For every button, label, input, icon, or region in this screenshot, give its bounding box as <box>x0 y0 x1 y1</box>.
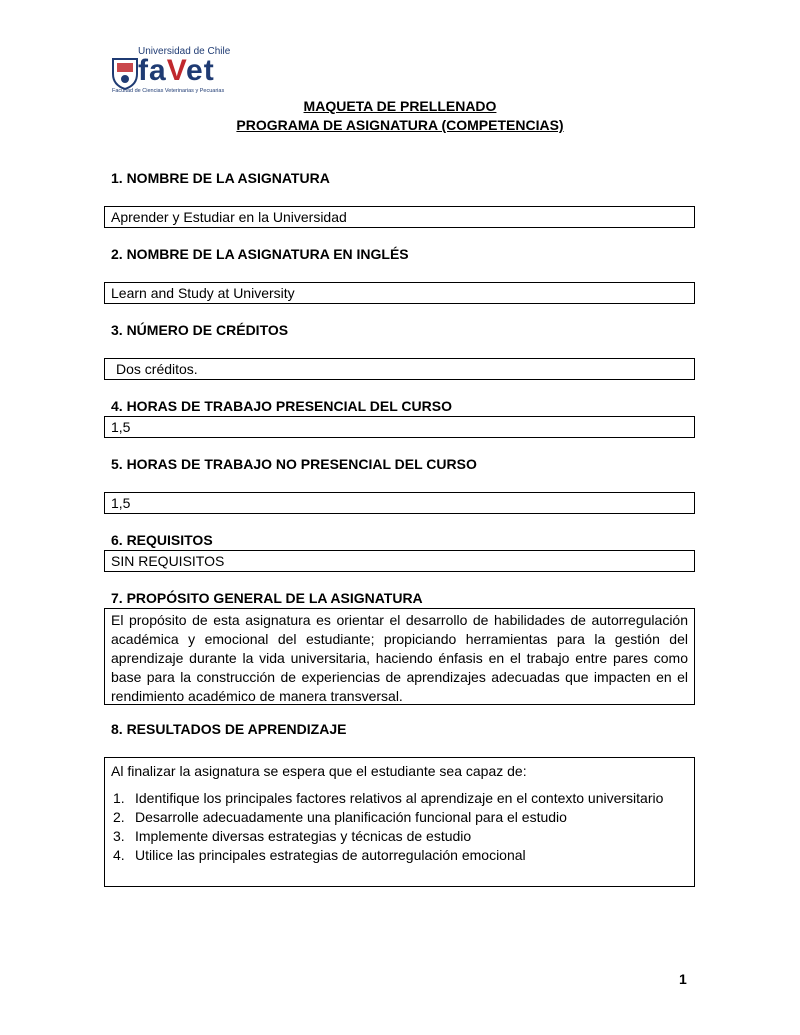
list-item: 4. Utilice las principales estrategias de autorregulación emocional <box>113 847 526 863</box>
learning-outcomes-box <box>104 757 695 887</box>
requirements-field: SIN REQUISITOS <box>104 550 695 572</box>
section-2-heading: 2. NOMBRE DE LA ASIGNATURA EN INGLÉS <box>111 246 409 262</box>
university-crest-icon <box>110 56 140 90</box>
learning-outcomes-intro: Al finalizar la asignatura se espera que el estudiante sea capaz de: <box>111 763 527 779</box>
faculty-name: Facultad de Ciencias Veterinarias y Pecuarias <box>112 88 225 94</box>
course-name-field: Aprender y Estudiar en la Universidad <box>104 206 695 228</box>
list-item: 2. Desarrolle adecuadamente una planificación funcional para el estudio <box>113 809 567 825</box>
credits-field: Dos créditos. <box>104 358 695 380</box>
document-subtitle: PROGRAMA DE ASIGNATURA (COMPETENCIAS) <box>236 117 564 133</box>
document-title: MAQUETA DE PRELLENADO <box>303 98 497 114</box>
section-1-heading: 1. NOMBRE DE LA ASIGNATURA <box>111 170 330 186</box>
section-5-heading: 5. HORAS DE TRABAJO NO PRESENCIAL DEL CURSO <box>111 456 477 472</box>
list-item: 1. Identifique los principales factores relativos al aprendizaje en el contexto universitario <box>113 790 664 806</box>
university-name: Universidad de Chile <box>138 46 231 57</box>
page-number: 1 <box>679 971 687 987</box>
section-8-heading: 8. RESULTADOS DE APRENDIZAJE <box>111 721 347 737</box>
section-4-heading: 4. HORAS DE TRABAJO PRESENCIAL DEL CURSO <box>111 398 452 414</box>
section-3-heading: 3. NÚMERO DE CRÉDITOS <box>111 322 289 338</box>
section-6-heading: 6. REQUISITOS <box>111 532 213 548</box>
section-7-heading: 7. PROPÓSITO GENERAL DE LA ASIGNATURA <box>111 590 423 606</box>
faculty-logo <box>108 42 238 98</box>
brand-name: faVet <box>138 54 215 87</box>
contact-hours-field: 1,5 <box>104 416 695 438</box>
learning-outcomes-list <box>111 789 688 865</box>
list-item: 3. Implemente diversas estrategias y técnicas de estudio <box>113 828 472 844</box>
general-purpose-field: El propósito de esta asignatura es orientar el desarrollo de habilidades de autorregulación académica y emocional del estudiante; propiciando herramientas para la gestión del aprendizaje durante la vida universitaria, haciendo énfasis en el trabajo entre pares como base para la construcción de experiencias de aprendizajes adecuadas que impacten en el rendimiento académico de manera transversal. <box>104 608 695 705</box>
course-name-english-field: Learn and Study at University <box>104 282 695 304</box>
non-contact-hours-field: 1,5 <box>104 492 695 514</box>
